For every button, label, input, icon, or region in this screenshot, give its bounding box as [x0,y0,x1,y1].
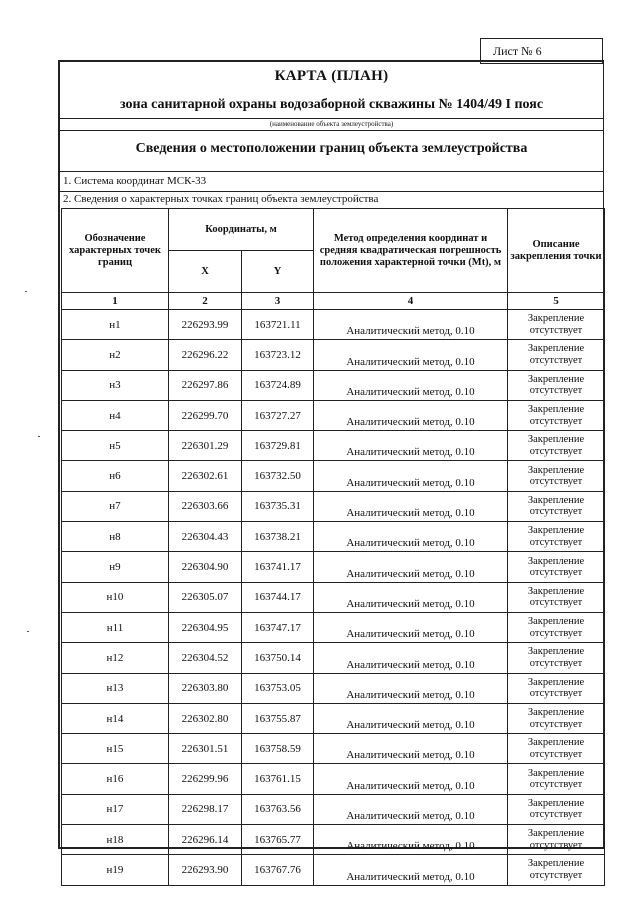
point-id-cell: н16 [62,764,169,794]
table-row [62,764,605,794]
table-row [62,703,605,733]
table-row [62,673,605,703]
table-row [62,400,605,430]
x-coordinate-cell: 226293.90 [169,855,242,885]
point-id-cell: н14 [62,703,169,733]
table-row [62,825,605,855]
divider [60,191,603,192]
fixation-cell: Закрепление отсутствует [508,612,605,642]
column-number: 4 [314,293,508,310]
x-coordinate-cell: 226298.17 [169,794,242,824]
fixation-cell: Закрепление отсутствует [508,431,605,461]
x-coordinate-cell: 226305.07 [169,582,242,612]
x-coordinate-cell: 226302.61 [169,461,242,491]
fixation-cell: Закрепление отсутствует [508,582,605,612]
y-coordinate-cell: 163735.31 [242,491,314,521]
table-row [62,734,605,764]
x-coordinate-cell: 226302.80 [169,703,242,733]
fixation-cell: Закрепление отсутствует [508,794,605,824]
y-coordinate-cell: 163767.76 [242,855,314,885]
coord-system: 1. Система координат МСК-33 [63,175,207,187]
point-id-cell: н10 [62,582,169,612]
point-id-cell: н7 [62,491,169,521]
scan-speck [25,291,27,292]
point-id-cell: н5 [62,431,169,461]
x-coordinate-cell: 226304.90 [169,552,242,582]
fixation-cell: Закрепление отсутствует [508,734,605,764]
table-row [62,431,605,461]
method-cell: Аналитический метод, 0.10 [314,582,508,612]
y-coordinate-cell: 163758.59 [242,734,314,764]
points-heading: 2. Сведения о характерных точках границ объекта землеустройства [63,193,379,205]
method-cell: Аналитический метод, 0.10 [314,825,508,855]
method-cell: Аналитический метод, 0.10 [314,431,508,461]
document-title: КАРТА (ПЛАН) [274,68,389,84]
y-coordinate-cell: 163747.17 [242,612,314,642]
y-coordinate-cell: 163761.15 [242,764,314,794]
y-coordinate-cell: 163724.89 [242,370,314,400]
point-id-cell: н19 [62,855,169,885]
method-cell: Аналитический метод, 0.10 [314,612,508,642]
point-id-cell: н6 [62,461,169,491]
fixation-cell: Закрепление отсутствует [508,825,605,855]
x-coordinate-cell: 226303.66 [169,491,242,521]
x-coordinate-cell: 226304.95 [169,612,242,642]
sheet-number: Лист № 6 [480,38,603,64]
fixation-cell: Закрепление отсутствует [508,461,605,491]
fixation-cell: Закрепление отсутствует [508,552,605,582]
method-cell: Аналитический метод, 0.10 [314,703,508,733]
fixation-cell: Закрепление отсутствует [508,643,605,673]
y-coordinate-cell: 163723.12 [242,340,314,370]
points-table [61,208,605,886]
fixation-cell: Закрепление отсутствует [508,400,605,430]
y-coordinate-cell: 163721.11 [242,310,314,340]
method-cell: Аналитический метод, 0.10 [314,400,508,430]
method-cell: Аналитический метод, 0.10 [314,461,508,491]
point-id-cell: н12 [62,643,169,673]
point-id-cell: н2 [62,340,169,370]
x-coordinate-cell: 226297.86 [169,370,242,400]
y-coordinate-cell: 163732.50 [242,461,314,491]
table-row [62,340,605,370]
table-row [62,552,605,582]
method-cell: Аналитический метод, 0.10 [314,734,508,764]
point-id-cell: н18 [62,825,169,855]
method-cell: Аналитический метод, 0.10 [314,310,508,340]
y-coordinate-cell: 163763.56 [242,794,314,824]
x-coordinate-cell: 226303.80 [169,673,242,703]
fixation-cell: Закрепление отсутствует [508,673,605,703]
object-note: (наименование объекта землеустройства) [269,120,394,128]
x-coordinate-cell: 226301.51 [169,734,242,764]
point-id-cell: н3 [62,370,169,400]
y-coordinate-cell: 163741.17 [242,552,314,582]
method-cell: Аналитический метод, 0.10 [314,491,508,521]
method-cell: Аналитический метод, 0.10 [314,855,508,885]
divider [60,130,603,131]
column-number: 5 [508,293,605,310]
point-id-cell: н9 [62,552,169,582]
point-id-cell: н13 [62,673,169,703]
fixation-cell: Закрепление отсутствует [508,370,605,400]
divider [60,118,603,119]
column-number: 1 [62,293,169,310]
divider [60,171,603,172]
x-coordinate-cell: 226299.70 [169,400,242,430]
fixation-cell: Закрепление отсутствует [508,310,605,340]
point-id-cell: н11 [62,612,169,642]
column-numbers-row [62,293,605,310]
method-cell: Аналитический метод, 0.10 [314,643,508,673]
method-cell: Аналитический метод, 0.10 [314,552,508,582]
x-coordinate-cell: 226296.14 [169,825,242,855]
x-coordinate-cell: 226293.99 [169,310,242,340]
table-row [62,643,605,673]
x-coordinate-cell: 226304.43 [169,522,242,552]
document-subtitle: зона санитарной охраны водозаборной скважины № 1404/49 I пояс [119,97,544,112]
column-number: 2 [169,293,242,310]
col-method-header: Метод определения координат и средняя квадратическая погрешность положения характерной точки (Mt), м [314,209,508,293]
table-row [62,461,605,491]
method-cell: Аналитический метод, 0.10 [314,370,508,400]
point-id-cell: н17 [62,794,169,824]
point-id-cell: н15 [62,734,169,764]
y-coordinate-cell: 163750.14 [242,643,314,673]
scan-speck [27,631,29,632]
table-row [62,855,605,885]
fixation-cell: Закрепление отсутствует [508,764,605,794]
point-id-cell: н1 [62,310,169,340]
y-coordinate-cell: 163744.17 [242,582,314,612]
y-coordinate-cell: 163765.77 [242,825,314,855]
table-row [62,310,605,340]
fixation-cell: Закрепление отсутствует [508,491,605,521]
table-row [62,522,605,552]
col-description-header: Описание закрепления точки [508,209,605,293]
x-coordinate-cell: 226304.52 [169,643,242,673]
method-cell: Аналитический метод, 0.10 [314,673,508,703]
x-coordinate-cell: 226299.96 [169,764,242,794]
col-x-header: X [169,251,242,293]
x-coordinate-cell: 226301.29 [169,431,242,461]
col-y-header: Y [242,251,314,293]
y-coordinate-cell: 163738.21 [242,522,314,552]
y-coordinate-cell: 163727.27 [242,400,314,430]
x-coordinate-cell: 226296.22 [169,340,242,370]
method-cell: Аналитический метод, 0.10 [314,764,508,794]
point-id-cell: н4 [62,400,169,430]
table-row [62,582,605,612]
fixation-cell: Закрепление отсутствует [508,855,605,885]
scan-speck [38,436,40,437]
y-coordinate-cell: 163753.05 [242,673,314,703]
method-cell: Аналитический метод, 0.10 [314,522,508,552]
y-coordinate-cell: 163755.87 [242,703,314,733]
table-row [62,612,605,642]
col-designation-header: Обозначение характерных точек границ [62,209,169,293]
table-row [62,370,605,400]
fixation-cell: Закрепление отсутствует [508,522,605,552]
col-coords-header: Координаты, м [169,209,314,251]
section-heading: Сведения о местоположении границ объекта землеустройства [135,141,528,156]
column-number: 3 [242,293,314,310]
method-cell: Аналитический метод, 0.10 [314,340,508,370]
table-body [62,310,605,886]
document-frame [58,60,604,883]
fixation-cell: Закрепление отсутствует [508,340,605,370]
point-id-cell: н8 [62,522,169,552]
table-row [62,491,605,521]
y-coordinate-cell: 163729.81 [242,431,314,461]
table-row [62,794,605,824]
method-cell: Аналитический метод, 0.10 [314,794,508,824]
fixation-cell: Закрепление отсутствует [508,703,605,733]
